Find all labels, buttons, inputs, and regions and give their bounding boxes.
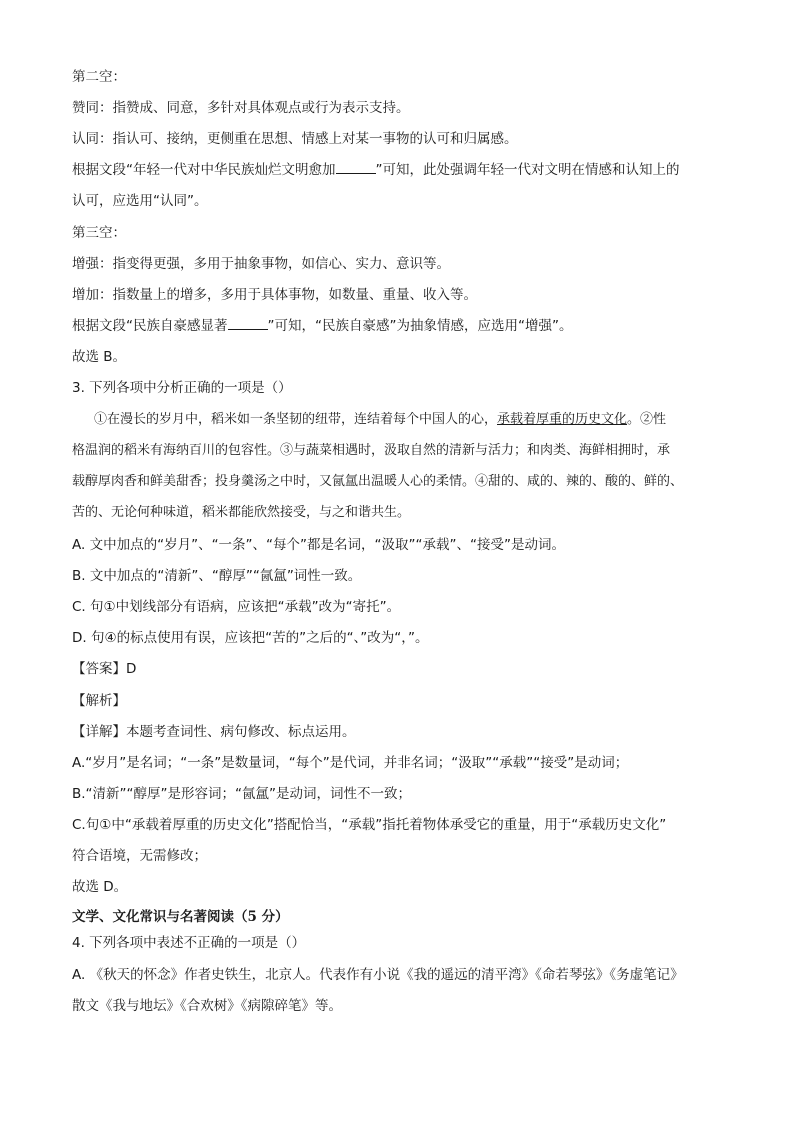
passage-text: ①在漫长的岁月中，稻米如一条坚韧的纽带，连结着每个中国人的心， xyxy=(94,412,498,427)
fill-blank xyxy=(228,317,268,330)
option-a-continued: 散文《我与地坛》《合欢树》《病隙碎笔》等。 xyxy=(72,998,342,1014)
text-line: 认可，应选用“认同”。 xyxy=(72,193,208,209)
passage-line: 苦的、无论何种味道，稻米都能欣然接受，与之和谐共生。 xyxy=(72,505,411,520)
fill-blank xyxy=(336,161,376,174)
passage-line: 格温润的稻米有海纳百川的包容性。③与蔬菜相遇时，汲取自然的清新与活力；和肉类、海鲜相拥时，承 xyxy=(72,443,671,458)
text-segment: 根据文段“民族自豪感显著 xyxy=(72,318,228,334)
answer-label: 【答案】D xyxy=(72,661,137,677)
option-a: A. 文中加点的“岁月”、“一条”、“每个”都是名词，“汲取”“承载”、“接受”是动词。 xyxy=(72,537,566,553)
detail-line: 故选 D。 xyxy=(72,879,128,895)
text-line: 第二空： xyxy=(72,69,126,85)
text-line: 故选 B。 xyxy=(72,349,127,365)
passage-line: 载醇厚肉香和鲜美甜香；投身羹汤之中时，又氤氲出温暖人心的柔情。④甜的、咸的、辣的、酸的、鲜的、 xyxy=(72,474,684,489)
text-line: 赞同：指赞成、同意，多针对具体观点或行为表示支持。 xyxy=(72,100,410,116)
text-line: 第三空： xyxy=(72,225,126,241)
detail-line: C.句①中“承载着厚重的历史文化”搭配恰当，“承载”指托着物体承受它的重量，用于“承载历史文化” xyxy=(72,817,667,833)
detail-line: A.“岁月”是名词；“一条”是数量词，“每个”是代词，并非名词；“汲取”“承载”“接受”是动词； xyxy=(72,755,629,771)
question-stem: 4. 下列各项中表述不正确的一项是（） xyxy=(72,935,306,951)
option-a: A. 《秋天的怀念》作者史铁生，北京人。代表作有小说《我的遥远的清平湾》《命若琴弦》《务虚笔记》 xyxy=(72,967,684,983)
underlined-phrase: 承载着厚重的历史文化 xyxy=(497,412,628,427)
detail-line: 符合语境，无需修改； xyxy=(72,848,207,864)
text-segment: ”可知，“民族自豪感”为抽象情感，应选用“增强”。 xyxy=(267,318,573,334)
passage-line xyxy=(94,411,754,429)
detail-line: 【详解】本题考查词性、病句修改、标点运用。 xyxy=(72,724,356,740)
option-b: B. 文中加点的“清新”、“醇厚”“氤氲”词性一致。 xyxy=(72,568,362,584)
analysis-label: 【解析】 xyxy=(72,693,126,709)
detail-line: B.“清新”“醇厚”是形容词；“氤氲”是动词，词性不一致； xyxy=(72,786,412,802)
option-d: D. 句④的标点使用有误，应该把“苦的”之后的“、”改为“，”。 xyxy=(72,630,429,646)
passage-text: 。②性 xyxy=(627,412,667,427)
text-line xyxy=(72,317,732,335)
question-stem: 3. 下列各项中分析正确的一项是（） xyxy=(72,380,292,396)
text-line: 认同：指认可、接纳，更侧重在思想、情感上对某一事物的认可和归属感。 xyxy=(72,131,518,147)
text-segment: 根据文段“年轻一代对中华民族灿烂文明愈加 xyxy=(72,162,336,178)
text-line: 增加：指数量上的增多，多用于具体事物，如数量、重量、收入等。 xyxy=(72,287,477,303)
option-c: C. 句①中划线部分有语病，应该把“承载”改为“寄托”。 xyxy=(72,599,401,615)
section-title: 文学、文化常识与名著阅读（5 分） xyxy=(72,909,289,925)
text-line: 增强：指变得更强，多用于抽象事物，如信心、实力、意识等。 xyxy=(72,256,450,272)
text-line xyxy=(72,161,732,179)
text-segment: ”可知，此处强调年轻一代对文明在情感和认知上的 xyxy=(375,162,680,178)
